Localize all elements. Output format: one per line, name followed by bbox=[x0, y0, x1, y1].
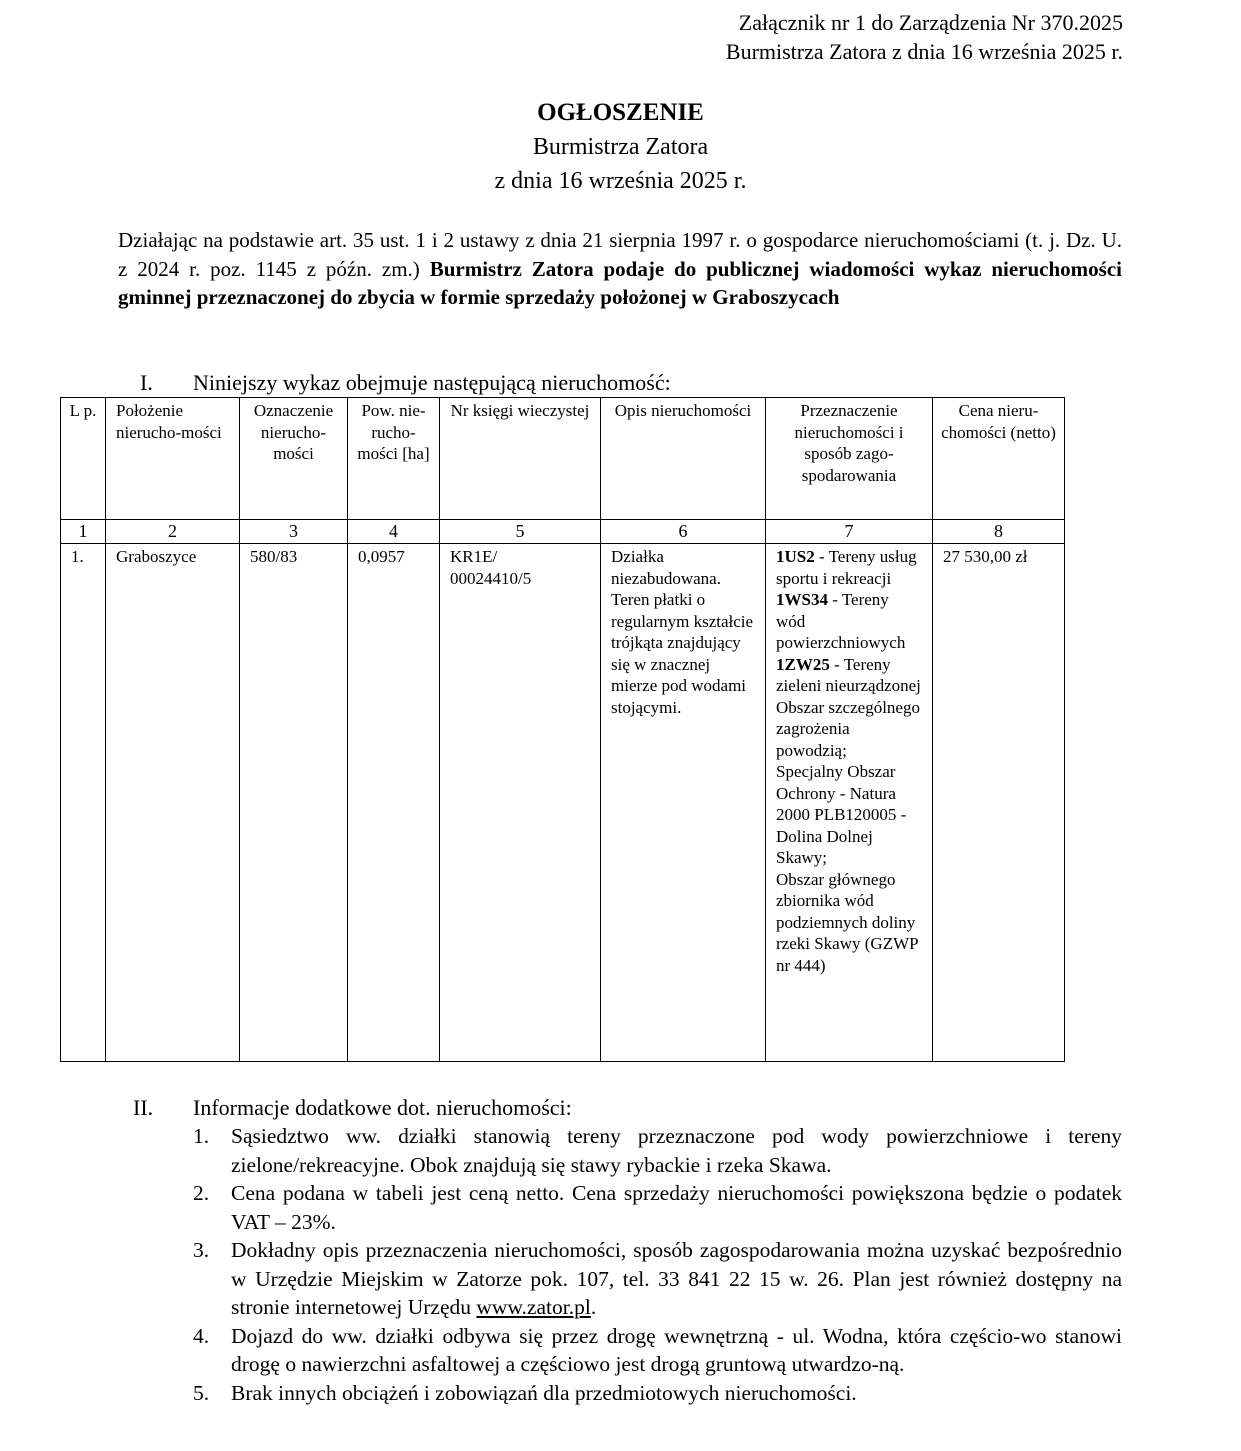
list-item-text: Cena podana w tabeli jest ceną netto. Cena sprzedaży nieruchomości powiększona będzie o podatek VAT – 23%. bbox=[231, 1181, 1122, 1234]
land-book-part-1: KR1E/ bbox=[450, 547, 498, 566]
header-land-book: Nr księgi wieczystej bbox=[440, 398, 601, 520]
list-item bbox=[193, 1122, 1122, 1179]
purpose-text-3: - Tereny zieleni nieurządzonej bbox=[776, 654, 921, 695]
purpose-code-2: 1WS34 bbox=[776, 590, 828, 609]
purpose-extra-1: Obszar szczególnego zagrożenia powodzią; bbox=[776, 697, 920, 760]
list-item bbox=[193, 1322, 1122, 1379]
purpose-code-1: 1US2 bbox=[776, 547, 815, 566]
list-item-text: Brak innych obciążeń i zobowiązań dla przedmiotowych nieruchomości. bbox=[231, 1380, 857, 1405]
table-row bbox=[61, 544, 1065, 1062]
cell-land-book bbox=[440, 544, 601, 1062]
col-number-7: 7 bbox=[766, 520, 933, 544]
list-item-text-end: . bbox=[590, 1295, 597, 1319]
purpose-code-3: 1ZW25 bbox=[776, 654, 830, 674]
cell-lp: 1. bbox=[61, 544, 106, 1062]
col-number-3: 3 bbox=[240, 520, 348, 544]
intro-paragraph bbox=[118, 226, 1122, 312]
col-number-5: 5 bbox=[440, 520, 601, 544]
announcement-title-block bbox=[0, 96, 1241, 198]
intro-bold-text: Burmistrz Zatora podaje do publicznej wiadomości wykaz nieruchomości gminnej przeznaczonej do zbycia w formie sprzedaży położonej w Graboszycach bbox=[118, 256, 1122, 309]
purpose-zone-3 bbox=[776, 654, 922, 697]
announcement-date: z dnia 16 września 2025 r. bbox=[494, 168, 747, 194]
section-2-number: II. bbox=[133, 1095, 154, 1120]
section-1-number: I. bbox=[140, 370, 153, 395]
intro-plain-text: Działając na podstawie art. 35 ust. 1 i 2 ustawy z dnia 21 sierpnia 1997 r. o gospodarce nieruchomościami (t. j. Dz. U. z 2024 r. poz. 1145 z późn. zm.) bbox=[118, 228, 1122, 281]
cell-area: 0,0957 bbox=[348, 544, 440, 1062]
attachment-line-1: Załącznik nr 1 do Zarządzenia Nr 370.2025 bbox=[738, 10, 1123, 35]
list-item-number: 1. bbox=[193, 1124, 210, 1148]
header-price: Cena nieru-chomości (netto) bbox=[933, 398, 1065, 520]
announcement-heading: OGŁOSZENIE bbox=[537, 99, 704, 126]
table-header-row bbox=[61, 398, 1065, 520]
section-2-title: Informacje dodatkowe dot. nieruchomości: bbox=[193, 1095, 572, 1120]
list-item-number: 4. bbox=[193, 1323, 210, 1348]
section-1-text: Niniejszy wykaz obejmuje następującą nieruchomość: bbox=[193, 370, 671, 395]
office-website-link[interactable]: www.zator.pl bbox=[476, 1295, 591, 1319]
list-item bbox=[193, 1179, 1122, 1236]
list-item-number: 3. bbox=[193, 1238, 210, 1262]
purpose-extra-3: Obszar głównego zbiornika wód podziemnych doliny rzeki Skawy (GZWP nr 444) bbox=[776, 869, 918, 975]
table-column-numbers-row bbox=[61, 520, 1065, 544]
header-location: Położenie nierucho-mości bbox=[106, 398, 240, 520]
col-number-6: 6 bbox=[601, 520, 766, 544]
list-item-number: 5. bbox=[193, 1380, 210, 1405]
section-2-heading bbox=[133, 1093, 1122, 1122]
list-item-number: 2. bbox=[193, 1181, 210, 1205]
purpose-zone-1 bbox=[776, 546, 922, 589]
cell-designation: 580/83 bbox=[240, 544, 348, 1062]
list-item bbox=[193, 1236, 1122, 1322]
list-item bbox=[193, 1379, 1122, 1408]
attachment-line-2: Burmistrza Zatora z dnia 16 września 2025 r. bbox=[725, 39, 1123, 64]
list-item-text: Sąsiedztwo ww. działki stanowią tereny przeznaczone pod wody powierzchniowe i tereny zielone/rekreacyjne. Obok znajdują się stawy rybackie i rzeka Skawa. bbox=[231, 1124, 1122, 1177]
land-book-part-2: 00024410/5 bbox=[450, 568, 532, 588]
additional-info-list bbox=[193, 1122, 1122, 1407]
purpose-text-1: - Tereny usług sportu i rekreacji bbox=[776, 547, 917, 588]
col-number-1: 1 bbox=[61, 520, 106, 544]
attachment-header bbox=[726, 8, 1123, 66]
col-number-8: 8 bbox=[933, 520, 1065, 544]
purpose-extra-2: Specjalny Obszar Ochrony - Natura 2000 PLB120005 - Dolina Dolnej Skawy; bbox=[776, 762, 907, 867]
purpose-text-2: - Tereny wód powierzchniowych bbox=[776, 590, 906, 652]
col-number-2: 2 bbox=[106, 520, 240, 544]
cell-price: 27 530,00 zł bbox=[933, 544, 1065, 1062]
property-table bbox=[60, 397, 1065, 1062]
list-item-text: Dojazd do ww. działki odbywa się przez drogę wewnętrzną - ul. Wodna, która częścio-wo stanowi drogę o nawierzchni asfaltowej a częściowo jest drogą gruntową utwardzo-ną. bbox=[231, 1323, 1122, 1376]
cell-location: Graboszyce bbox=[106, 544, 240, 1062]
header-lp: L p. bbox=[61, 398, 106, 520]
cell-purpose bbox=[766, 544, 933, 1062]
header-designation: Oznaczenie nierucho-mości bbox=[240, 398, 348, 520]
header-purpose: Przeznaczenie nieruchomości i sposób zago-spodarowania bbox=[766, 398, 933, 520]
header-description: Opis nieruchomości bbox=[601, 398, 766, 520]
announcement-issuer: Burmistrza Zatora bbox=[532, 134, 709, 160]
header-area: Pow. nie-rucho-mości [ha] bbox=[348, 398, 440, 520]
purpose-zone-2 bbox=[776, 589, 922, 654]
col-number-4: 4 bbox=[348, 520, 440, 544]
section-1-heading bbox=[140, 369, 671, 397]
cell-description: Działka niezabudowana. Teren płatki o regularnym kształcie trójkąta znajdujący się w znacznej mierze pod wodami stojącymi. bbox=[601, 544, 766, 1062]
list-item-text: Dokładny opis przeznaczenia nieruchomości, sposób zagospodarowania można uzyskać bezpośrednio w Urzędzie Miejskim w Zatorze pok. 107, tel. 33 841 22 15 w. 26. Plan jest również dostępny na stronie internetowej Urzędu bbox=[231, 1238, 1122, 1319]
